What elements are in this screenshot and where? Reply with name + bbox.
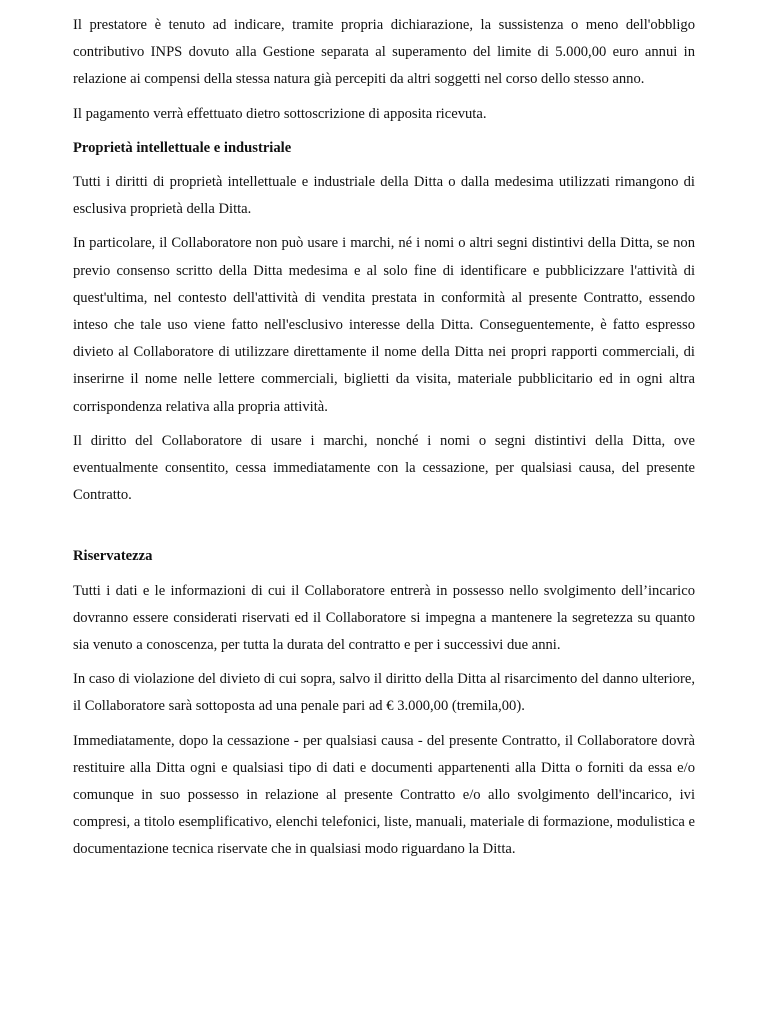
- paragraph-ip-cessation: Il diritto del Collaboratore di usare i marchi, nonché i nomi o segni distintivi della Ditta, ove eventualmente consentito, cessa immediatamente con la cessazione, per qualsiasi causa, del presente Contratto.: [73, 432, 695, 504]
- paragraph-ip-trademarks: In particolare, il Collaboratore non può usare i marchi, né i nomi o altri segni distintivi della Ditta, se non previo consenso scritto della Ditta medesima e al solo fine di identificare e pubblicizzare l'attività di quest'ultima, nel contesto dell'attività di vendita prestata in conformità al presente Contratto, essendo inteso che tale uso viene fatto nell'esclusivo interesse della Ditta. Conseguentemente, è fatto espresso divieto al Collaboratore di utilizzare direttamente il nome della Ditta nei propri rapporti commerciali, di inserirne il nome nelle lettere commerciali, biglietti da visita, materiale pubblicitario ed in ogni altra corrispondenza relativa alla propria attività.: [73, 235, 695, 415]
- paragraph-penalty: In caso di violazione del divieto di cui sopra, salvo il diritto della Ditta al risarcimento del danno ulteriore, il Collaboratore sarà sottoposta ad una penale pari ad € 3.000,00 (tremila,00).: [73, 671, 695, 715]
- paragraph-return-documents: Immediatamente, dopo la cessazione - per qualsiasi causa - del presente Contratto, il Collaboratore dovrà restituire alla Ditta ogni e qualsiasi tipo di dati e documenti appartenenti alla Ditta o forniti da essa e/o comunque in suo possesso in relazione al presente Contratto e/o allo svolgimento dell'incarico, ivi compresi, a titolo esemplificativo, elenchi telefonici, liste, manuali, materiale di formazione, modulistica e documentazione tecnica riservate che in qualsiasi modo riguardano la Ditta.: [73, 732, 695, 858]
- document-page: [73, 12, 695, 864]
- paragraph-ip-rights: Tutti i diritti di proprietà intellettuale e industriale della Ditta o dalla medesima utilizzati rimangono di esclusiva proprietà della Ditta.: [73, 174, 695, 218]
- paragraph-inps-obligation: Il prestatore è tenuto ad indicare, tramite propria dichiarazione, la sussistenza o meno dell'obbligo contributivo INPS dovuto alla Gestione separata al superamento del limite di 5.000,00 euro annui in relazione ai compensi della stessa natura già percepiti da altri soggetti nel corso dello stesso anno.: [73, 17, 695, 88]
- paragraph-payment: Il pagamento verrà effettuato dietro sottoscrizione di apposita ricevuta.: [73, 105, 487, 122]
- heading-intellectual-property: Proprietà intellettuale e industriale: [73, 139, 292, 156]
- paragraph-confidential-data: Tutti i dati e le informazioni di cui il Collaboratore entrerà in possesso nello svolgimento dell’incarico dovranno essere considerati riservati ed il Collaboratore si impegna a mantenere la segretezza su quanto sia venuto a conoscenza, per tutta la durata del contratto e per i successivi due anni.: [73, 582, 695, 654]
- heading-confidentiality: Riservatezza: [73, 548, 153, 565]
